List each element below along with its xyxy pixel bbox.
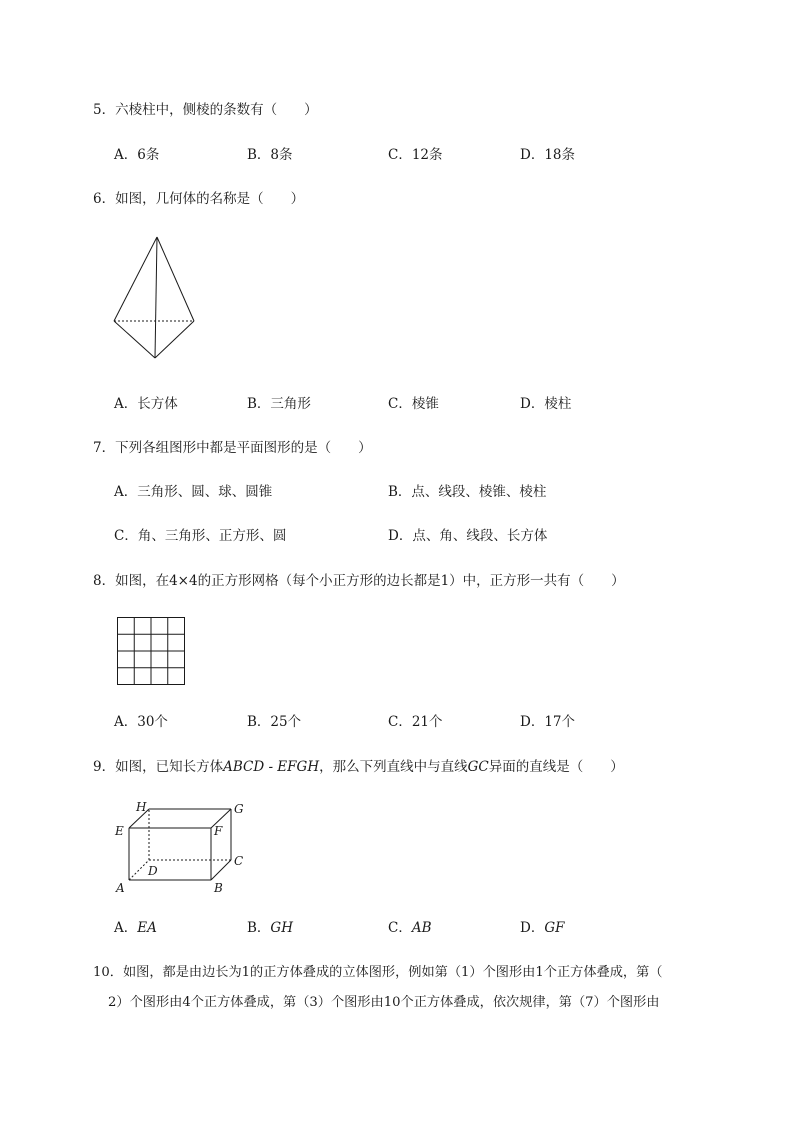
pyramid-edge-center [155,237,157,358]
q6-option-a: A．长方体 [114,396,178,412]
question-6-stem: 6．如图，几何体的名称是（ ） [93,191,305,207]
q5-option-b: B．8条 [247,147,293,163]
vertex-label-e: E [115,824,124,838]
q9-option-a: A．EA [114,920,157,936]
q9-option-b: B．GH [247,920,293,936]
edge-bc [211,860,231,880]
question-7-stem: 7．下列各组图形中都是平面图形的是（ ） [93,440,372,456]
vertex-label-d: D [148,864,158,878]
pyramid-figure [108,232,200,364]
q9-option-c: C．AB [388,920,432,936]
question-8-stem: 8．如图，在4×4的正方形网格（每个小正方形的边长都是1）中，正方形一共有（ ） [93,573,625,589]
vertex-label-f: F [214,824,223,838]
pyramid-edge-bottom-right [155,321,194,358]
q9-line-name: GC [467,759,489,775]
q5-option-a: A．6条 [114,147,160,163]
q8-option-c: C．21个 [388,714,443,730]
question-10-line-1: 10．如图，都是由边长为1的正方体叠成的立体图形，例如第（1）个图形由1个正方体叠成，第（ [93,965,663,980]
q9-solid-name: ABCD - EFGH [223,759,320,775]
q7-option-b: B．点、线段、棱锥、棱柱 [388,484,547,500]
q9-stem-mid: ，那么下列直线中与直线 [319,759,468,775]
q9-stem-post: 异面的直线是（ ） [488,759,624,775]
grid-4x4-figure [116,616,188,688]
q8-option-b: B．25个 [247,714,302,730]
vertex-label-b: B [214,881,223,895]
q8-option-d: D．17个 [520,714,576,730]
q5-option-c: C．12条 [388,147,443,163]
pyramid-edge-left [114,237,157,321]
vertex-label-h: H [136,800,147,814]
hidden-edge-ad [129,860,149,880]
q7-option-c: C．角、三角形、正方形、圆 [114,528,287,544]
q9-option-d: D．GF [520,920,565,936]
cuboid-figure [110,798,252,898]
question-9-stem [93,758,624,776]
vertex-label-g: G [234,802,244,816]
q5-option-d: D．18条 [520,147,576,163]
pyramid-edge-right [157,237,194,321]
question-10-line-2: 2）个图形由4个正方体叠成，第（3）个图形由10个正方体叠成，依次规律，第（7）个图形由 [108,995,660,1010]
vertex-label-a: A [116,881,125,895]
q7-option-d: D．点、角、线段、长方体 [388,528,548,544]
q8-option-a: A．30个 [114,714,168,730]
question-5-stem: 5．六棱柱中，侧棱的条数有（ ） [93,102,318,118]
q6-option-d: D．棱柱 [520,396,572,412]
vertex-label-c: C [234,854,244,868]
q6-option-b: B．三角形 [247,396,311,412]
q7-option-a: A．三角形、圆、球、圆锥 [114,484,273,500]
pyramid-edge-bottom-left [114,321,155,358]
q6-option-c: C．棱锥 [388,396,439,412]
q9-stem-pre: 9．如图，已知长方体 [93,759,224,775]
